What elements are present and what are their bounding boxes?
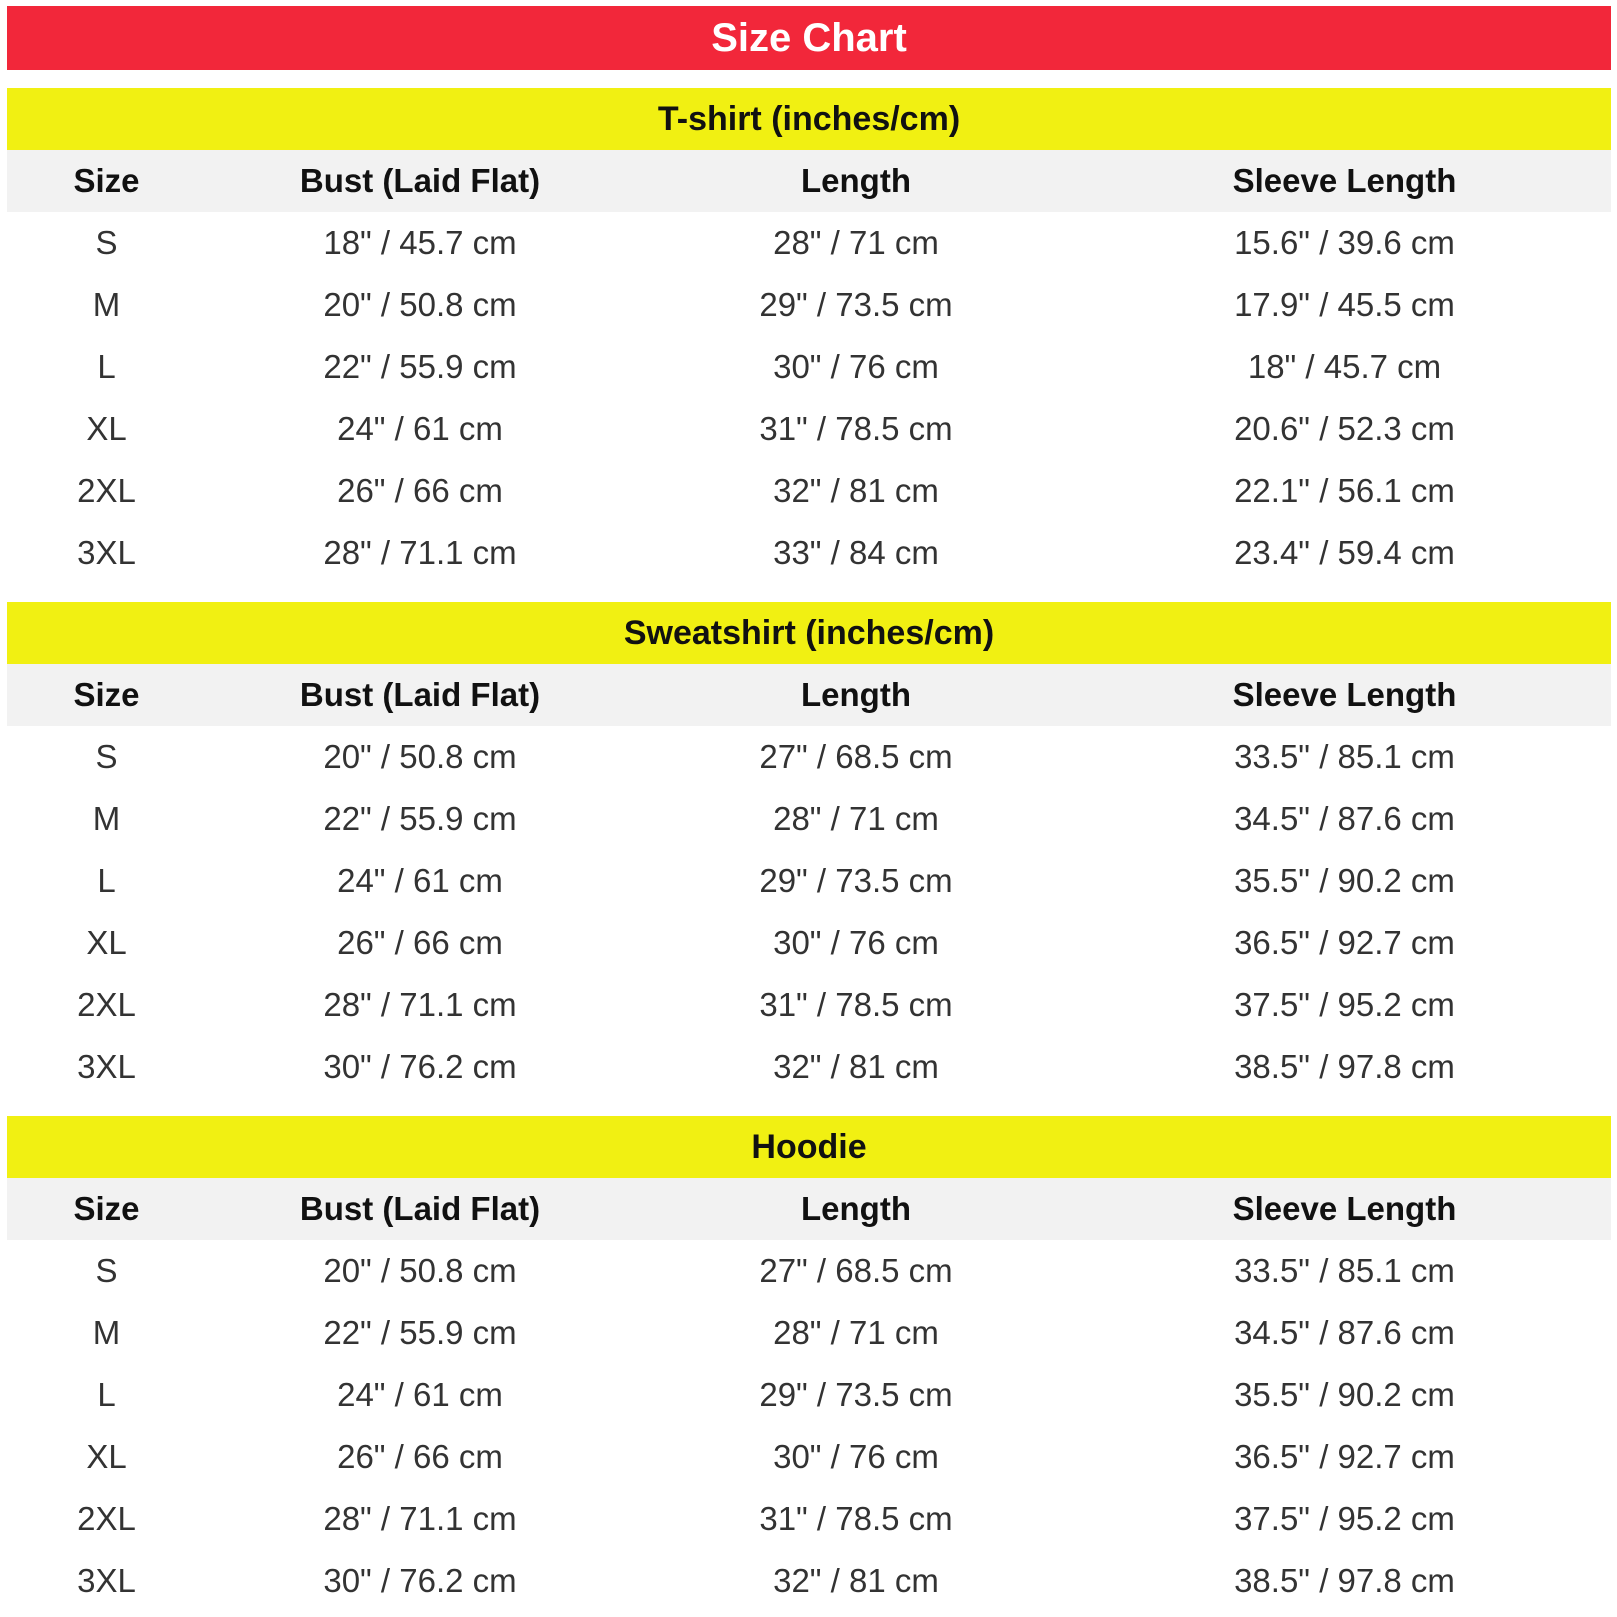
measurement-cell: 30" / 76 cm [773,924,939,961]
measurement-cell: 23.4" / 59.4 cm [1234,534,1455,571]
measurement-cell: 31" / 78.5 cm [759,986,953,1023]
table-row [7,788,1611,850]
column-header-length: Length [801,162,911,199]
size-label: S [95,738,118,775]
table-header-row [7,664,1611,726]
measurement-cell: 32" / 81 cm [773,472,939,509]
column-header-length: Length [801,676,911,713]
measurement-cell: 36.5" / 92.7 cm [1234,1438,1455,1475]
measurement-cell: 30" / 76 cm [773,348,939,385]
measurement-cell: 35.5" / 90.2 cm [1234,862,1455,899]
measurement-cell: 20.6" / 52.3 cm [1234,410,1455,447]
measurement-cell: 37.5" / 95.2 cm [1234,1500,1455,1537]
measurement-cell: 37.5" / 95.2 cm [1234,986,1455,1023]
section-title: T-shirt (inches/cm) [7,88,1611,150]
column-header-size: Size [73,1190,140,1227]
table-row [7,1488,1611,1550]
measurement-cell: 28" / 71.1 cm [323,1500,517,1537]
size-label: M [92,286,121,323]
measurement-cell: 20" / 50.8 cm [323,738,517,775]
measurement-cell: 28" / 71.1 cm [323,534,517,571]
size-table-sweatshirt [7,602,1611,1098]
size-table-t-shirt [7,88,1611,584]
size-label: 3XL [77,1562,136,1599]
size-label: 3XL [77,1048,136,1085]
column-header-sleeve-length: Sleeve Length [1232,1190,1457,1227]
measurement-cell: 24" / 61 cm [337,1376,503,1413]
measurement-cell: 38.5" / 97.8 cm [1234,1048,1455,1085]
measurement-cell: 34.5" / 87.6 cm [1234,800,1455,837]
table-row [7,726,1611,788]
measurement-cell: 17.9" / 45.5 cm [1234,286,1455,323]
column-header-bust-laid-flat: Bust (Laid Flat) [299,1190,541,1227]
table-row [7,974,1611,1036]
measurement-cell: 30" / 76.2 cm [323,1562,517,1599]
measurement-cell: 31" / 78.5 cm [759,410,953,447]
measurement-cell: 35.5" / 90.2 cm [1234,1376,1455,1413]
table-row [7,522,1611,584]
measurement-cell: 18" / 45.7 cm [323,224,517,261]
measurement-cell: 30" / 76.2 cm [323,1048,517,1085]
measurement-cell: 32" / 81 cm [773,1562,939,1599]
table-header-row [7,1178,1611,1240]
size-label: XL [86,924,127,961]
size-chart [7,6,1611,1612]
table-row [7,1426,1611,1488]
table-row [7,1036,1611,1098]
table-row [7,850,1611,912]
measurement-cell: 20" / 50.8 cm [323,1252,517,1289]
measurement-cell: 18" / 45.7 cm [1247,348,1442,385]
title-spacer [7,70,1611,88]
size-label: M [92,1314,121,1351]
measurement-cell: 22" / 55.9 cm [323,1314,517,1351]
measurement-cell: 30" / 76 cm [773,1438,939,1475]
table-row [7,460,1611,522]
measurement-cell: 32" / 81 cm [773,1048,939,1085]
measurement-cell: 26" / 66 cm [337,924,503,961]
measurement-cell: 22.1" / 56.1 cm [1234,472,1455,509]
measurement-cell: 28" / 71 cm [773,800,939,837]
column-header-size: Size [73,676,140,713]
measurement-cell: 28" / 71 cm [773,1314,939,1351]
table-row [7,1302,1611,1364]
measurement-cell: 33" / 84 cm [773,534,939,571]
section-title: Sweatshirt (inches/cm) [7,602,1611,664]
table-header-row [7,150,1611,212]
measurement-cell: 36.5" / 92.7 cm [1234,924,1455,961]
table-row [7,912,1611,974]
chart-title: Size Chart [7,6,1611,70]
measurement-cell: 24" / 61 cm [337,410,503,447]
measurement-cell: 29" / 73.5 cm [759,862,953,899]
size-label: M [92,800,121,837]
size-label: 2XL [77,986,136,1023]
measurement-cell: 27" / 68.5 cm [759,738,953,775]
measurement-cell: 15.6" / 39.6 cm [1234,224,1455,261]
measurement-cell: 33.5" / 85.1 cm [1234,1252,1455,1289]
measurement-cell: 22" / 55.9 cm [323,348,517,385]
size-label: L [97,862,116,899]
size-label: S [95,224,118,261]
column-header-bust-laid-flat: Bust (Laid Flat) [299,162,541,199]
table-row [7,398,1611,460]
measurement-cell: 24" / 61 cm [337,862,503,899]
section-spacer [7,584,1611,602]
size-label: 2XL [77,1500,136,1537]
measurement-cell: 29" / 73.5 cm [759,286,953,323]
size-tables [7,88,1611,1612]
column-header-sleeve-length: Sleeve Length [1232,162,1457,199]
size-label: XL [86,1438,127,1475]
size-label: L [97,348,116,385]
measurement-cell: 38.5" / 97.8 cm [1234,1562,1455,1599]
measurement-cell: 31" / 78.5 cm [759,1500,953,1537]
measurement-cell: 27" / 68.5 cm [759,1252,953,1289]
column-header-bust-laid-flat: Bust (Laid Flat) [299,676,541,713]
column-header-sleeve-length: Sleeve Length [1232,676,1457,713]
measurement-cell: 20" / 50.8 cm [323,286,517,323]
table-row [7,1550,1611,1612]
measurement-cell: 26" / 66 cm [337,472,503,509]
size-label: 3XL [77,534,136,571]
table-row [7,212,1611,274]
measurement-cell: 33.5" / 85.1 cm [1234,738,1455,775]
table-row [7,1240,1611,1302]
column-header-length: Length [801,1190,911,1227]
measurement-cell: 22" / 55.9 cm [323,800,517,837]
column-header-size: Size [73,162,140,199]
measurement-cell: 29" / 73.5 cm [759,1376,953,1413]
size-label: 2XL [77,472,136,509]
size-table-hoodie [7,1116,1611,1612]
measurement-cell: 28" / 71.1 cm [323,986,517,1023]
measurement-cell: 28" / 71 cm [773,224,939,261]
size-label: XL [86,410,127,447]
section-spacer [7,1098,1611,1116]
size-label: S [95,1252,118,1289]
size-label: L [97,1376,116,1413]
measurement-cell: 34.5" / 87.6 cm [1234,1314,1455,1351]
table-row [7,336,1611,398]
section-title: Hoodie [7,1116,1611,1178]
table-row [7,274,1611,336]
measurement-cell: 26" / 66 cm [337,1438,503,1475]
table-row [7,1364,1611,1426]
